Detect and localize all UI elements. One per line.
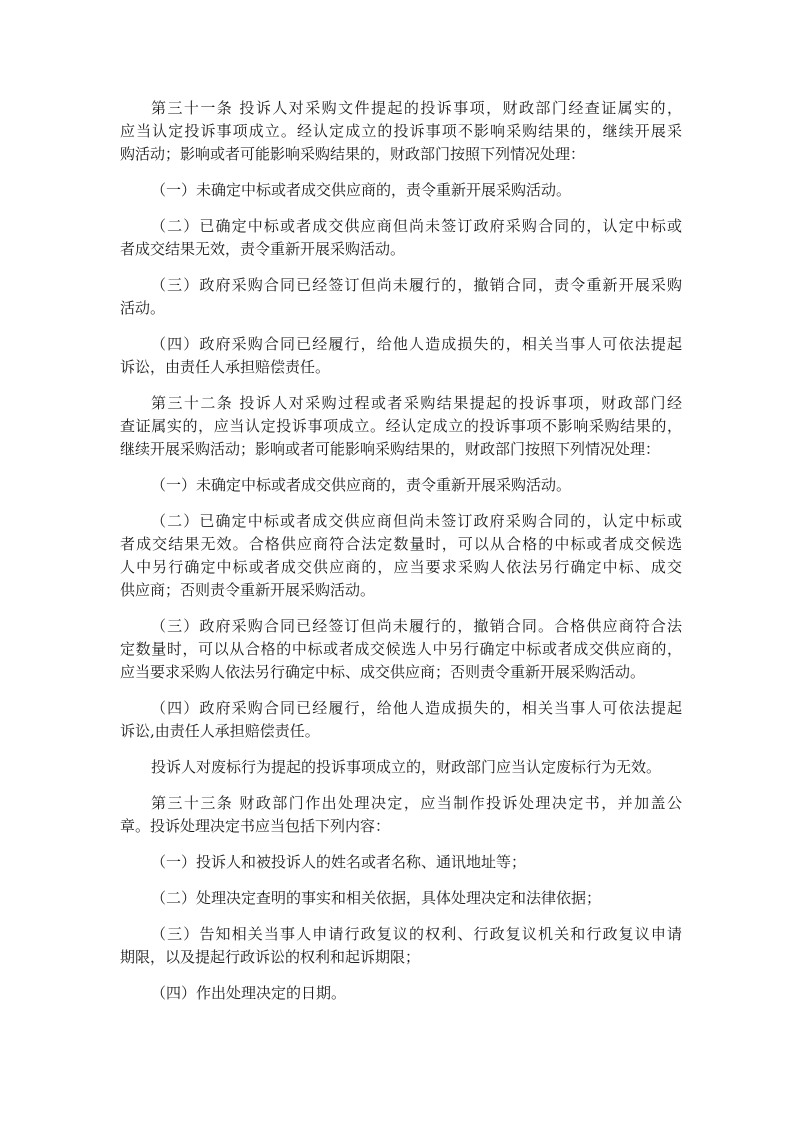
text-line: 第三十三条 财政部门作出处理决定，应当制作投诉处理决定书，并加盖公	[151, 794, 682, 812]
text-line: 期限，以及提起行政诉讼的权利和起诉期限；	[120, 948, 421, 966]
paragraph	[120, 923, 682, 969]
text-line: 章。投诉处理决定书应当包括下列内容：	[120, 817, 391, 835]
text-line: 者成交结果无效，责令重新开展采购活动。	[120, 240, 406, 258]
text-line: 活动。	[120, 299, 166, 317]
text-line: 继续开展采购活动；影响或者可能影响采购结果的，财政部门按照下列情况处理：	[120, 440, 661, 458]
text-line: （一）未确定中标或者成交供应商的，责令重新开展采购活动。	[151, 181, 572, 199]
paragraph	[120, 179, 682, 202]
text-line: 诉讼，由责任人承担赔偿责任。	[120, 358, 331, 376]
text-line: （三）告知相关当事人申请行政复议的权利、行政复议机关和行政复议申请	[151, 925, 682, 943]
text-line: 查证属实的，应当认定投诉事项成立。经认定成立的投诉事项不影响采购结果的，	[120, 417, 682, 435]
text-line: （二）处理决定查明的事实和相关依据，具体处理决定和法律依据；	[151, 889, 602, 907]
text-line: 第三十二条 投诉人对采购过程或者采购结果提起的投诉事项，财政部门经	[151, 394, 682, 412]
document-page	[120, 97, 682, 1018]
text-line: 供应商；否则责令重新开展采购活动。	[120, 581, 376, 599]
paragraph	[120, 215, 682, 261]
paragraph	[120, 887, 682, 910]
text-line: （二）已确定中标或者成交供应商但尚未签订政府采购合同的，认定中标或	[151, 512, 682, 530]
text-line: 第三十一条 投诉人对采购文件提起的投诉事项，财政部门经查证属实的，	[151, 99, 682, 117]
text-line: 投诉人对废标行为提起的投诉事项成立的，财政部门应当认定废标行为无效。	[151, 758, 662, 776]
text-line: 应当要求采购人依法另行确定中标、成交供应商；否则责令重新开展采购活动。	[120, 663, 646, 681]
paragraph	[120, 615, 682, 684]
text-line: 应当认定投诉事项成立。经认定成立的投诉事项不影响采购结果的，继续开展采	[120, 122, 682, 140]
text-line: 人中另行确定中标或者成交供应商的，应当要求采购人依法另行确定中标、成交	[120, 558, 682, 576]
text-line: （四）政府采购合同已经履行，给他人造成损失的，相关当事人可依法提起	[151, 699, 682, 717]
text-line: 定数量时，可以从合格的中标或者成交候选人中另行确定中标或者成交供应商的，	[120, 640, 682, 658]
paragraph	[120, 982, 682, 1005]
text-line: 购活动；影响或者可能影响采购结果的，财政部门按照下列情况处理：	[120, 145, 586, 163]
text-line: （三）政府采购合同已经签订但尚未履行的，撤销合同，责令重新开展采购	[151, 276, 682, 294]
text-line: （一）投诉人和被投诉人的姓名或者名称、通讯地址等；	[151, 853, 527, 871]
paragraph	[120, 510, 682, 602]
paragraph	[120, 697, 682, 743]
paragraph	[120, 392, 682, 461]
paragraph	[120, 851, 682, 874]
text-line: （一）未确定中标或者成交供应商的，责令重新开展采购活动。	[151, 476, 572, 494]
text-line: 者成交结果无效。合格供应商符合法定数量时，可以从合格的中标或者成交候选	[120, 535, 682, 553]
paragraph	[120, 792, 682, 838]
paragraph	[120, 274, 682, 320]
paragraph	[120, 333, 682, 379]
text-line: （四）政府采购合同已经履行，给他人造成损失的，相关当事人可依法提起	[151, 335, 682, 353]
text-line: （三）政府采购合同已经签订但尚未履行的，撤销合同。合格供应商符合法	[151, 617, 682, 635]
text-line: （四）作出处理决定的日期。	[151, 984, 347, 1002]
paragraph	[120, 97, 682, 166]
text-line: （二）已确定中标或者成交供应商但尚未签订政府采购合同的，认定中标或	[151, 217, 682, 235]
text-line: 诉讼,由责任人承担赔偿责任。	[120, 722, 320, 740]
paragraph	[120, 474, 682, 497]
paragraph	[120, 756, 682, 779]
